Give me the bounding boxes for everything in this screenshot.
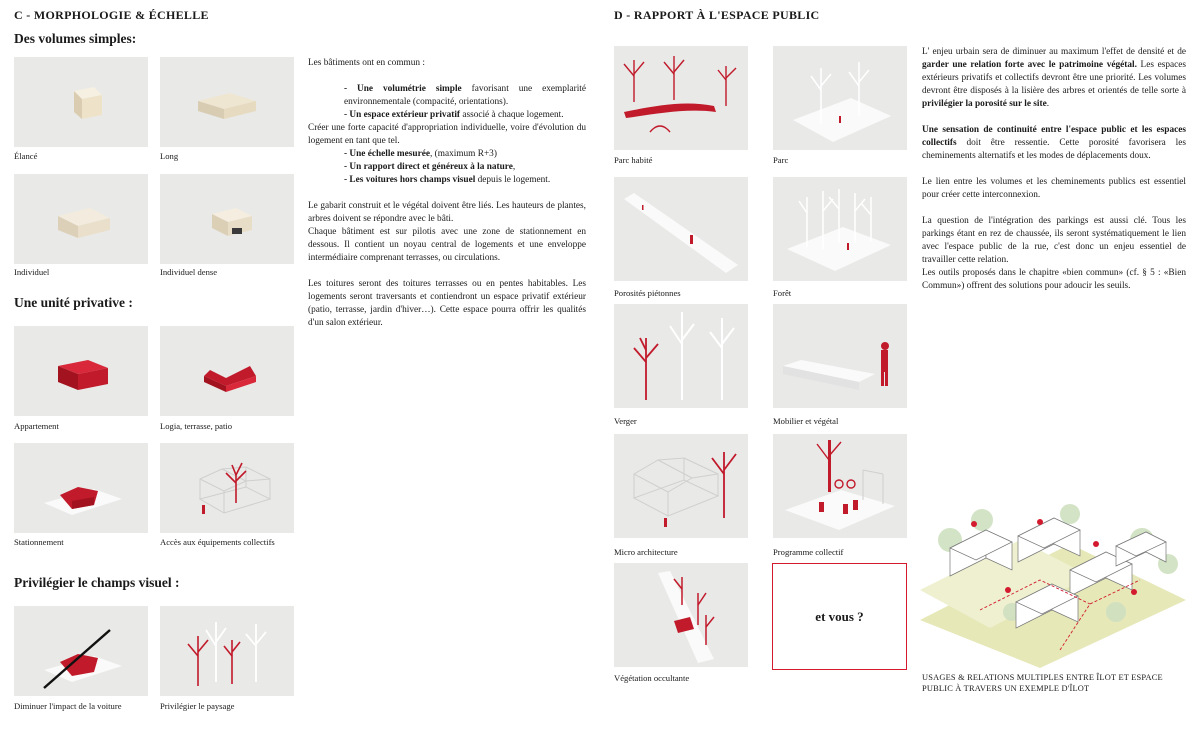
- section-title-d: D - RAPPORT À L'ESPACE PUBLIC: [614, 8, 820, 22]
- photo-porosites-pietonnes: [614, 177, 748, 281]
- text-r-p1c: Les espaces extérieurs privatifs et collectifs devront être une priorité. Les volumes devront être disposés à la lisière des arbres et orientés de telle sorte à: [922, 60, 1186, 96]
- photo-logia: [160, 326, 294, 416]
- text-p2: Le gabarit construit et le végétal doivent être liés. Les hauteurs de plantes, arbres doivent se répondre avec le bâti.: [308, 201, 586, 224]
- text-p3: Chaque bâtiment est sur pilotis avec une zone de stationnement en dessous. Il contient un noyau central de logements et une enveloppe intermédiaire comprenant terrasses, ou circulations.: [308, 227, 586, 263]
- text-b4-bold: - Un rapport direct et généreux à la nature: [344, 162, 513, 172]
- caption-programme-collectif: Programme collectif: [773, 547, 844, 557]
- caption-diminuer-voiture: Diminuer l'impact de la voiture: [14, 701, 122, 711]
- caption-mobilier-vegetal: Mobilier et végétal: [773, 416, 839, 426]
- text-r-p3: Le lien entre les volumes et les cheminements publics est essentiel pour créer cette interconnexion.: [922, 177, 1186, 200]
- iso-ilot-illustration: [920, 500, 1186, 668]
- text-r-p1a: L' enjeu urbain sera de diminuer au maximum l'effet de densité et de: [922, 47, 1186, 57]
- caption-parc-habite: Parc habité: [614, 155, 653, 165]
- iso-caption: USAGES & RELATIONS MULTIPLES ENTRE ÎLOT ET ESPACE PUBLIC À TRAVERS UN EXEMPLE D'ÎLOT: [922, 673, 1163, 693]
- photo-elance: [14, 57, 148, 147]
- caption-long: Long: [160, 151, 179, 161]
- photo-appartement: [14, 326, 148, 416]
- caption-logia: Logia, terrasse, patio: [160, 421, 233, 431]
- caption-porosites-pietonnes: Porosités piétonnes: [614, 288, 681, 298]
- caption-vegetation-occultante: Végétation occultante: [614, 673, 690, 683]
- photo-foret: [773, 177, 907, 281]
- caption-privilegier-paysage: Privilégier le paysage: [160, 701, 235, 711]
- caption-parc: Parc: [773, 155, 789, 165]
- photo-individuel: [14, 174, 148, 264]
- text-r-p2b: doit être ressentie. Cette porosité favorisera les cheminements alternatifs et les modes de déplacements doux.: [922, 138, 1186, 161]
- photo-acces-equipements: [160, 443, 294, 533]
- text-intro: Les bâtiments ont en commun :: [308, 58, 425, 68]
- caption-stationnement: Stationnement: [14, 537, 64, 547]
- text-b3-bold: - Une échelle mesurée: [344, 149, 430, 159]
- text-r-p2a: Une sensation de continuité entre l'espace public et les espaces collectifs: [922, 125, 1186, 148]
- text-column-left: [308, 57, 586, 330]
- text-b2-cont: Créer une forte capacité d'appropriation individuelle, voire d'évolution du logement en tant que tel.: [308, 123, 586, 146]
- text-b3: , (maximum R+3): [429, 149, 497, 159]
- photo-parc-habite: [614, 46, 748, 150]
- photo-vegetation-occultante: [614, 563, 748, 667]
- et-vous-text: et vous ?: [815, 608, 864, 624]
- photo-long: [160, 57, 294, 147]
- text-b1-bold: - Une volumétrie simple: [344, 84, 462, 94]
- caption-individuel-dense: Individuel dense: [160, 267, 218, 277]
- text-r-p1b: garder une relation forte avec le patrimoine végétal.: [922, 60, 1137, 70]
- caption-micro-architecture: Micro architecture: [614, 547, 678, 557]
- text-b2-bold: - Un espace extérieur privatif: [344, 110, 461, 120]
- text-r-p1e: .: [1046, 99, 1050, 109]
- photo-micro-architecture: [614, 434, 748, 538]
- text-b2: associé à chaque logement.: [460, 110, 564, 120]
- text-r-p1d: privilégier la porosité sur le site: [922, 99, 1047, 109]
- photo-parc: [773, 46, 907, 150]
- caption-elance: Élancé: [14, 151, 38, 161]
- photo-mobilier-vegetal: [773, 304, 907, 408]
- et-vous-box: [772, 563, 907, 670]
- caption-verger: Verger: [614, 416, 637, 426]
- photo-stationnement: [14, 443, 148, 533]
- heading-volumes-simples: Des volumes simples:: [14, 31, 137, 46]
- caption-foret: Forêt: [773, 288, 792, 298]
- text-b5: depuis le logement.: [475, 175, 551, 185]
- section-title-c: C - MORPHOLOGIE & ÉCHELLE: [14, 8, 209, 22]
- text-b4: ,: [512, 162, 516, 172]
- caption-acces-equipements: Accès aux équipements collectifs: [160, 537, 275, 547]
- caption-individuel: Individuel: [14, 267, 50, 277]
- text-r-p5: Les outils proposés dans le chapitre «bien commun» (cf. § 5 : «Bien Commun») offrent des solutions pour adoucir les seuils.: [922, 268, 1186, 291]
- caption-appartement: Appartement: [14, 421, 59, 431]
- photo-individuel-dense: [160, 174, 294, 264]
- heading-unite-privative: Une unité privative :: [14, 295, 133, 310]
- photo-programme-collectif: [773, 434, 907, 538]
- text-b5-bold: - Les voitures hors champs visuel: [344, 175, 476, 185]
- text-r-p4: La question de l'intégration des parkings est aussi clé. Tous les parkings étant en rez de chaussée, ils seront systématiquement le lien avec l'espace public de la rue, c'est donc un enjeu essentiel de travailler cette relation.: [922, 216, 1186, 265]
- photo-verger: [614, 304, 748, 408]
- photo-diminuer-voiture: [14, 606, 148, 696]
- text-column-right: [922, 46, 1186, 293]
- text-p4: Les toitures seront des toitures terrasses ou en pentes habitables. Les logements seront traversants et contiendront un espace privatif extérieur (patio, terrasse, jardin d'hiver…). Cette espace pourra offrir les qualités d'un salon extérieur.: [308, 279, 586, 328]
- heading-champs-visuel: Privilégier le champs visuel :: [14, 575, 180, 590]
- photo-privilegier-paysage: [160, 606, 294, 696]
- text-b1: favorisant une exemplarité environnementale (compacité, orientations).: [344, 84, 586, 107]
